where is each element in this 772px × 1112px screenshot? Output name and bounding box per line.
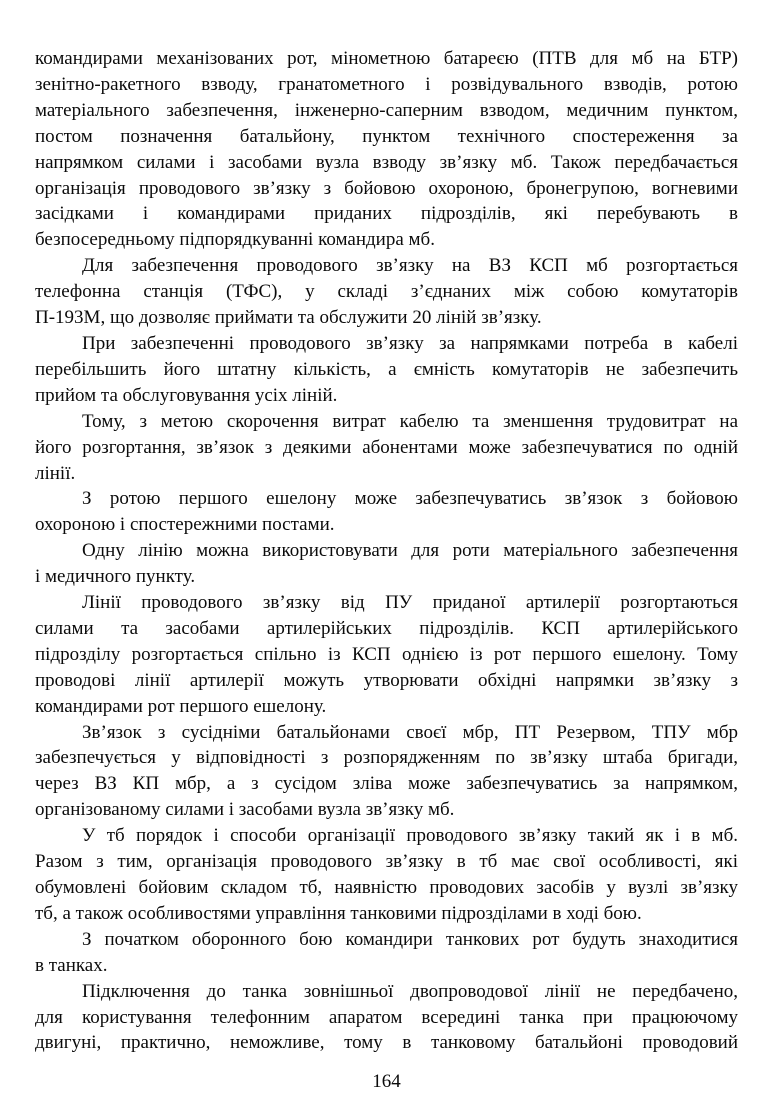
- text-line: безпосередньому підпорядкуванні командира мб.: [35, 229, 435, 251]
- text-line: Разом з тим, організація проводового зв’язку в тб має свої особливості, які: [35, 851, 738, 873]
- paragraph-9: [35, 823, 738, 927]
- text-line: напрямком силами і засобами вузла взводу зв’язку мб. Також передбачається: [35, 151, 738, 173]
- text-line: охороною і спостережними постами.: [35, 514, 335, 536]
- text-line: Одну лінію можна використовувати для роти матеріального забезпечення: [82, 540, 738, 562]
- paragraph-8: [35, 720, 738, 824]
- text-line: Зв’язок з сусідніми батальйонами своєї мбр, ПТ Резервом, ТПУ мбр: [82, 721, 738, 743]
- paragraph-6: [35, 538, 738, 590]
- text-line: обумовлені бойовим складом тб, наявністю проводових засобів у вузлі зв’язку: [35, 877, 738, 898]
- text-line: підрозділу розгортається спільно із КСП однією із рот першого ешелону. Тому: [35, 643, 738, 665]
- paragraph-4: [35, 409, 738, 487]
- paragraph-11: [35, 979, 738, 1057]
- text-line: телефонна станція (ТФС), у складі з’єднаних між собою комутаторів: [35, 281, 738, 303]
- text-line: організація проводового зв’язку з бойовою охороною, бронегрупою, вогневими: [35, 177, 738, 199]
- text-line: лінії.: [35, 462, 76, 484]
- text-line: У тб порядок і способи організації проводового зв’язку такий як і в мб.: [82, 825, 738, 847]
- text-line: для користування телефонним апаратом всередині танка при працюючому: [35, 1006, 738, 1028]
- paragraph-5: [35, 486, 738, 538]
- text-line: організованому силами і засобами вузла зв’язку мб.: [35, 799, 455, 821]
- text-line: командирами механізованих рот, мінометною батареєю (ПТВ для мб на БТР): [35, 48, 738, 69]
- text-line: в танках.: [35, 954, 108, 976]
- text-line: забезпечується у відповідності з розпорядженням по зв’язку штаба бригади,: [35, 747, 738, 769]
- text-line: двигуні, практично, неможливе, тому в танковому батальйоні проводовий: [35, 1032, 738, 1054]
- page-number: 164: [372, 1071, 401, 1093]
- text-line: Тому, з метою скорочення витрат кабелю та зменшення трудовитрат на: [82, 410, 738, 432]
- paragraph-3: [35, 331, 738, 409]
- text-line: прийом та обслуговування усіх ліній.: [35, 384, 338, 406]
- text-line: Підключення до танка зовнішньої двопроводової лінії не передбачено,: [82, 980, 738, 1002]
- text-line: командирами рот першого ешелону.: [35, 695, 327, 717]
- text-line: матеріального забезпечення, інженерно-саперним взводом, медичним пунктом,: [35, 99, 738, 121]
- paragraph-7: [35, 590, 738, 720]
- text-line: З початком оборонного бою командири танкових рот будуть знаходитися: [82, 928, 738, 950]
- document-body: [35, 46, 738, 1056]
- text-line: через ВЗ КП мбр, а з сусідом зліва може забезпечуватись за напрямком,: [35, 773, 738, 795]
- text-line: його розгортання, зв’язок з деякими абонентами може забезпечуватися по одній: [35, 436, 738, 458]
- text-line: П-193М, що дозволяє приймати та обслужити 20 ліній зв’язку.: [35, 307, 542, 329]
- text-line: Для забезпечення проводового зв’язку на ВЗ КСП мб розгортається: [82, 255, 738, 277]
- text-line: і медичного пункту.: [35, 566, 196, 588]
- text-line: проводові лінії артилерії можуть утворювати обхідні напрямки зв’язку з: [35, 669, 738, 691]
- text-line: засідками і командирами приданих підрозділів, які перебувають в: [35, 203, 738, 225]
- paragraph-10: [35, 927, 738, 979]
- text-line: При забезпеченні проводового зв’язку за напрямками потреба в кабелі: [82, 332, 738, 354]
- text-line: перебільшить його штатну кількість, а ємність комутаторів не забезпечить: [35, 358, 738, 380]
- text-line: силами та засобами артилерійських підрозділів. КСП артилерійського: [35, 617, 738, 639]
- text-line: постом позначення батальйону, пунктом технічного спостереження за: [35, 125, 738, 147]
- text-line: зенітно-ракетного взводу, гранатометного і розвідувального взводів, ротою: [35, 73, 738, 95]
- paragraph-1: [35, 46, 738, 253]
- paragraph-2: [35, 253, 738, 331]
- text-line: З ротою першого ешелону може забезпечуватись зв’язок з бойовою: [82, 488, 738, 510]
- text-line: тб, а також особливостями управління танковими підрозділами в ході бою.: [35, 902, 642, 924]
- text-line: Лінії проводового зв’язку від ПУ приданої артилерії розгортаються: [82, 592, 738, 614]
